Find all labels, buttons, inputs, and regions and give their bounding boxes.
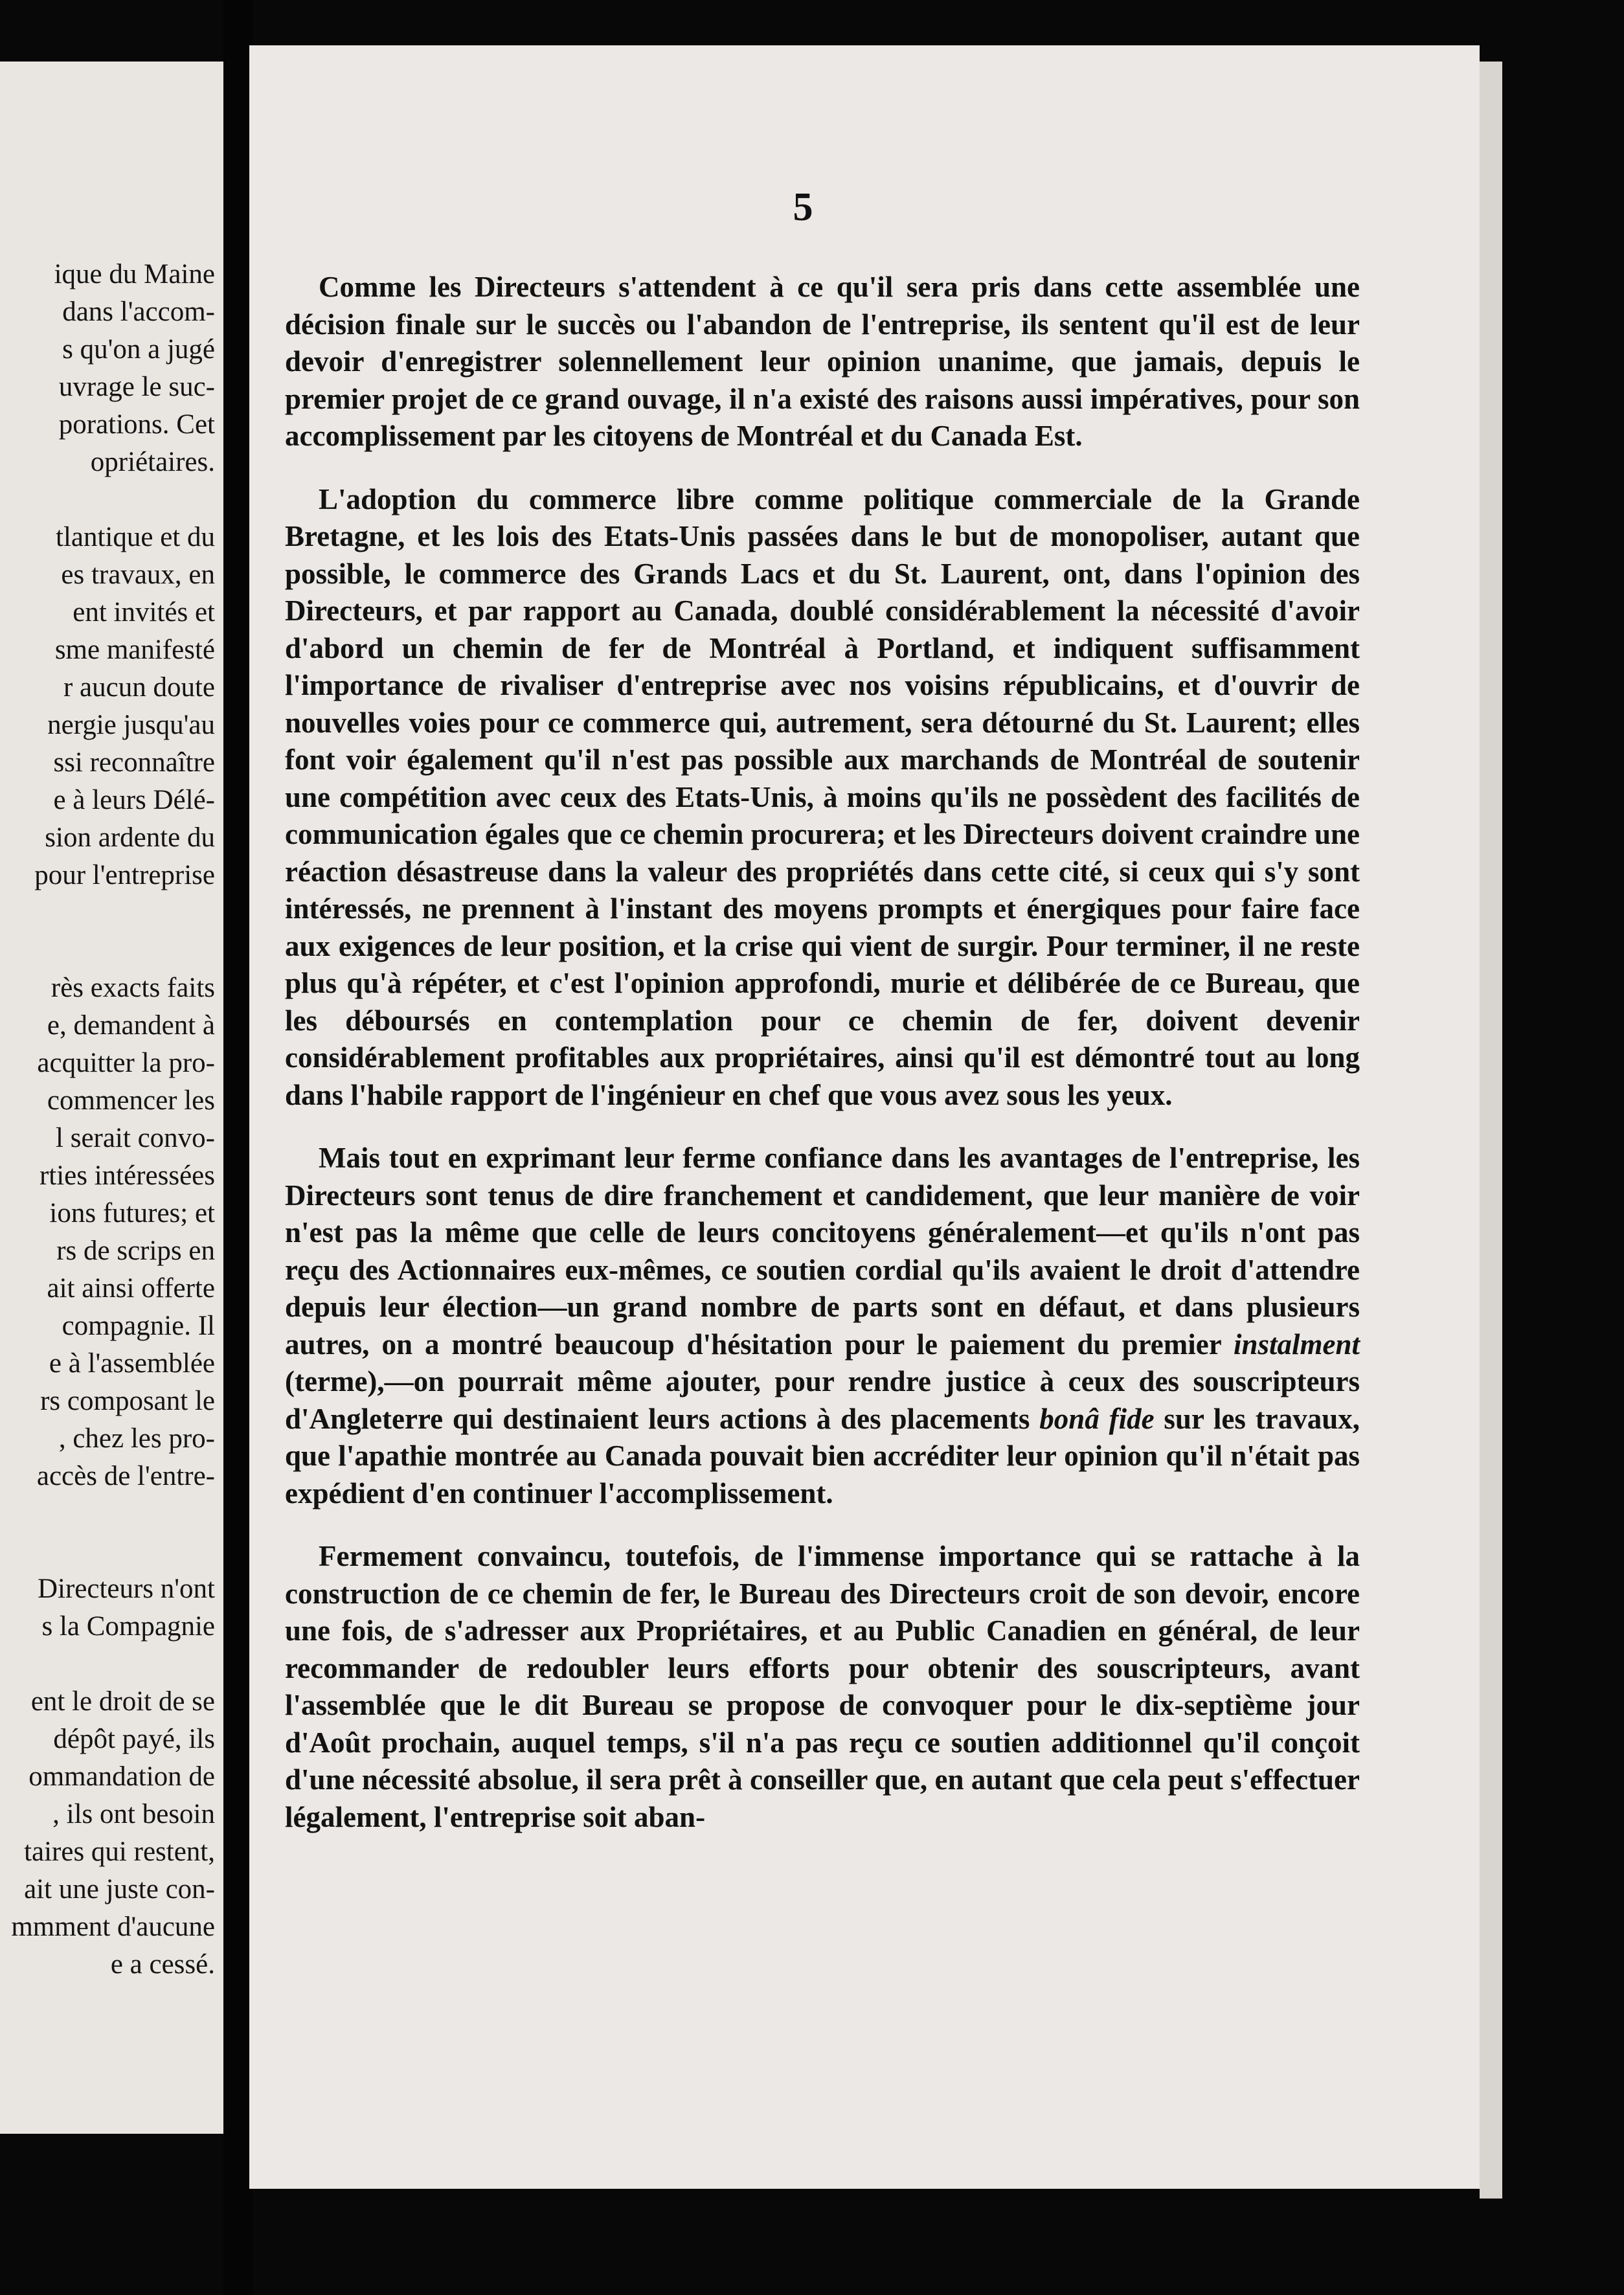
facing-page-line: pour l'entreprise bbox=[34, 860, 215, 890]
facing-page-line: ique du Maine bbox=[54, 259, 215, 289]
facing-page-line: ions futures; et bbox=[49, 1198, 215, 1228]
facing-page-line: r aucun doute bbox=[63, 672, 215, 703]
paragraph-3 bbox=[285, 1140, 1360, 1512]
facing-page-line: tlantique et du bbox=[56, 522, 215, 552]
facing-page-line: rès exacts faits bbox=[51, 973, 215, 1003]
facing-page-fragment bbox=[0, 62, 223, 2134]
facing-page-line: e a cessé. bbox=[110, 1949, 215, 1980]
page-edge bbox=[1480, 62, 1502, 2199]
facing-page-line: accès de l'entre- bbox=[36, 1461, 215, 1491]
paragraph-3-text: Mais tout en exprimant leur ferme confiance dans les avantages de l'entreprise, les Directeurs sont tenus de dire franchement et candidement, que leur manière de voir n'est pas la même que celle de leurs concitoyens généralement—et qu'ils n'ont pas reçu des Actionnaires eux-mêmes, ce soutien cordial qu'ils avaient le droit d'attendre depuis leur élection—un grand nombre de parts sont en défaut, et dans plusieurs autres, on a montré beaucoup d'hésitation pour le paiement du premier bbox=[285, 1142, 1360, 1361]
facing-page-line: , ils ont besoin bbox=[52, 1799, 215, 1829]
facing-page-line bbox=[0, 1645, 215, 1683]
facing-page-text bbox=[0, 256, 220, 1984]
facing-page-line: Directeurs n'ont bbox=[37, 1574, 215, 1604]
facing-page-line: ait une juste con- bbox=[24, 1874, 215, 1905]
facing-page-line: rties intéressées bbox=[39, 1160, 215, 1191]
facing-page-line: acquitter la pro- bbox=[37, 1048, 215, 1078]
italic-term-bona-fide: bonâ fide bbox=[1039, 1402, 1155, 1435]
facing-page-line: es travaux, en bbox=[61, 560, 215, 590]
facing-page-line: dépôt payé, ils bbox=[53, 1724, 215, 1754]
paragraph-2: L'adoption du commerce libre comme politique commerciale de la Grande Bretagne, et les lois des Etats-Unis passées dans le but de monopoliser, autant que possible, le commerce des Grands Lacs et du St. Laurent, ont, dans l'opinion des Directeurs, et par rapport au Canada, doublé considérablement la nécessité d'avoir d'abord un chemin de fer de Montréal à Portland, et indiquent suffisamment l'importance de rivaliser d'entreprise avec nos voisins républicains, et d'ouvrir de nouvelles voies pour ce commerce qui, autrement, sera détourné du St. Laurent; elles font voir également qu'il n'est pas possible aux marchands de Montréal de soutenir une compétition avec ceux des Etats-Unis, à moins qu'ils ne possèdent des facilités de communication égales que ce chemin procurera; et les Directeurs doivent craindre une réaction désastreuse dans la valeur des propriétés dans cette cité, si ceux qui s'y sont intéressés, ne prennent à l'instant des moyens prompts et énergiques pour faire face aux exigences de leur position, et la crise qui vient de surgir. Pour terminer, il ne reste plus qu'à répéter, et c'est l'opinion approfondi, murie et délibérée de ce Bureau, que les déboursés en contemplation pour ce chemin de fer, doivent devenir considérablement profitables aux propriétaires, ainsi qu'il est démontré tout au long dans l'habile rapport de l'ingénieur en chef que vous avez sous les yeux. bbox=[285, 482, 1360, 1111]
facing-page-line: rs composant le bbox=[40, 1386, 215, 1416]
facing-page-line: ait ainsi offerte bbox=[47, 1273, 215, 1304]
facing-page-line: e à leurs Délé- bbox=[53, 785, 215, 815]
facing-page-line: commencer les bbox=[47, 1085, 215, 1116]
facing-page-line: uvrage le suc- bbox=[58, 372, 215, 402]
facing-page-line: opriétaires. bbox=[90, 447, 215, 477]
facing-page-line: l serait convo- bbox=[56, 1123, 215, 1153]
facing-page-line bbox=[0, 932, 215, 969]
facing-page-line bbox=[0, 1495, 215, 1533]
facing-page-line bbox=[0, 1533, 215, 1570]
facing-page-line: dans l'accom- bbox=[62, 297, 215, 327]
paragraph-4: Fermement convaincu, toutefois, de l'immense importance qui se rattache à la construction de ce chemin de fer, le Bureau des Directeurs croit de son devoir, encore une fois, de s'adresser aux Propriétaires, et au Public Canadien en général, de leur recommander de redoubler leurs efforts pour obtenir des souscripteurs, avant l'assemblée que le dit Bureau se propose de convoquer pour le dix-septième jour d'Août prochain, auquel temps, s'il n'a pas reçu ce soutien additionnel qu'il conçoit d'une nécessité absolue, il sera prêt à conseiller que, en autant que cela peut s'effectuer légalement, l'entreprise soit aban- bbox=[285, 1540, 1360, 1833]
page-body bbox=[285, 269, 1360, 1862]
facing-page-line: ssi reconnaître bbox=[53, 747, 215, 778]
facing-page-line: sme manifesté bbox=[54, 635, 215, 665]
facing-page-line bbox=[0, 894, 215, 932]
facing-page-line: e à l'assemblée bbox=[49, 1348, 215, 1379]
page-number: 5 bbox=[793, 185, 813, 229]
paragraph-3-text-end: sur les travaux, que l'apathie montrée au Canada pouvait bien accréditer leur opinion qu'il n'était pas expédient d'en continuer l'accomplissement. bbox=[285, 1402, 1360, 1509]
facing-page-line: s la Compagnie bbox=[41, 1611, 215, 1642]
facing-page-line: mmment d'aucune bbox=[11, 1912, 215, 1942]
facing-page-line: porations. Cet bbox=[58, 409, 215, 440]
facing-page-line: sion ardente du bbox=[45, 822, 215, 853]
facing-page-line: , chez les pro- bbox=[58, 1423, 215, 1454]
facing-page-line: s qu'on a jugé bbox=[62, 334, 215, 365]
facing-page-line: nergie jusqu'au bbox=[47, 710, 215, 740]
facing-page-line: taires qui restent, bbox=[24, 1837, 215, 1867]
paragraph-1: Comme les Directeurs s'attendent à ce qu'il sera pris dans cette assemblée une décision finale sur le succès ou l'abandon de l'entreprise, ils sentent qu'il est de leur devoir d'enregistrer solennellement leur opinion unanime, que jamais, depuis le premier projet de ce grand ouvage, il n'a existé des raisons aussi impératives, pour son accomplissement par les citoyens de Montréal et du Canada Est. bbox=[285, 271, 1360, 452]
paragraph-3-text-middle: (terme),—on pourrait même ajouter, pour rendre justice à ceux des souscripteurs d'Angleterre qui destinaient leurs actions à des placements bbox=[285, 1365, 1360, 1435]
facing-page-line: ent invités et bbox=[73, 597, 215, 627]
facing-page-line bbox=[0, 481, 215, 519]
facing-page-line: e, demandent à bbox=[47, 1010, 215, 1041]
book-gutter bbox=[223, 0, 253, 2295]
facing-page-line: rs de scrips en bbox=[56, 1236, 215, 1266]
facing-page-line: compagnie. Il bbox=[62, 1311, 215, 1341]
facing-page-line: ent le droit de se bbox=[30, 1686, 215, 1717]
facing-page-line: ommandation de bbox=[28, 1761, 215, 1792]
italic-term-instalment: instalment bbox=[1233, 1328, 1360, 1361]
